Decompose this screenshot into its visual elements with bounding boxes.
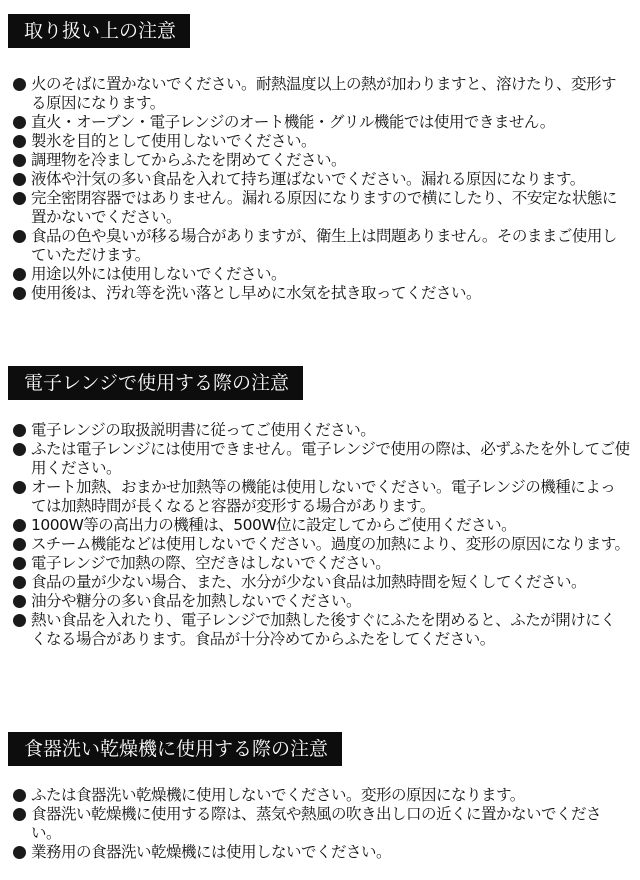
precaution-list: [0, 786, 640, 862]
list-item: 電子レンジで加熱の際、空だきはしないでください。: [12, 554, 630, 573]
section-header: 取り扱い上の注意: [8, 14, 190, 48]
section-header: 食器洗い乾燥機に使用する際の注意: [8, 732, 342, 766]
section-header: 電子レンジで使用する際の注意: [8, 366, 303, 400]
list-item: オート加熱、おまかせ加熱等の機能は使用しないでください。電子レンジの機種によっては加熱時間が長くなると容器が変形する場合があります。: [12, 478, 630, 516]
list-item: 用途以外には使用しないでください。: [12, 265, 630, 284]
dishwasher-precautions-section: [0, 732, 640, 862]
list-item: 業務用の食器洗い乾燥機には使用しないでください。: [12, 843, 630, 862]
list-item: 油分や糖分の多い食品を加熱しないでください。: [12, 592, 630, 611]
list-item: スチーム機能などは使用しないでください。過度の加熱により、変形の原因になります。: [12, 535, 630, 554]
list-item: 液体や汁気の多い食品を入れて持ち運ばないでください。漏れる原因になります。: [12, 170, 630, 189]
microwave-precautions-section: [0, 366, 640, 649]
handling-precautions-section: [0, 14, 640, 303]
list-item: ふたは電子レンジには使用できません。電子レンジで使用の際は、必ずふたを外してご使用ください。: [12, 440, 630, 478]
list-item: 食品の色や臭いが移る場合がありますが、衛生上は問題ありません。そのままご使用していただけます。: [12, 227, 630, 265]
list-item: ふたは食器洗い乾燥機に使用しないでください。変形の原因になります。: [12, 786, 630, 805]
list-item: 完全密閉容器ではありません。漏れる原因になりますので横にしたり、不安定な状態に置かないでください。: [12, 189, 630, 227]
list-item: 直火・オーブン・電子レンジのオート機能・グリル機能では使用できません。: [12, 113, 630, 132]
list-item: 食器洗い乾燥機に使用する際は、蒸気や熱風の吹き出し口の近くに置かないでください。: [12, 805, 630, 843]
list-item: 火のそばに置かないでください。耐熱温度以上の熱が加わりますと、溶けたり、変形する原因になります。: [12, 75, 630, 113]
list-item: 食品の量が少ない場合、また、水分が少ない食品は加熱時間を短くしてください。: [12, 573, 630, 592]
list-item: 使用後は、汚れ等を洗い落とし早めに水気を拭き取ってください。: [12, 284, 630, 303]
list-item: 1000W等の高出力の機種は、500W位に設定してからご使用ください。: [12, 516, 630, 535]
list-item: 熱い食品を入れたり、電子レンジで加熱した後すぐにふたを閉めると、ふたが開けにくくなる場合があります。食品が十分冷めてからふたをしてください。: [12, 611, 630, 649]
list-item: 製氷を目的として使用しないでください。: [12, 132, 630, 151]
precaution-list: [0, 421, 640, 649]
precaution-list: [0, 75, 640, 303]
list-item: 電子レンジの取扱説明書に従ってご使用ください。: [12, 421, 630, 440]
list-item: 調理物を冷ましてからふたを閉めてください。: [12, 151, 630, 170]
